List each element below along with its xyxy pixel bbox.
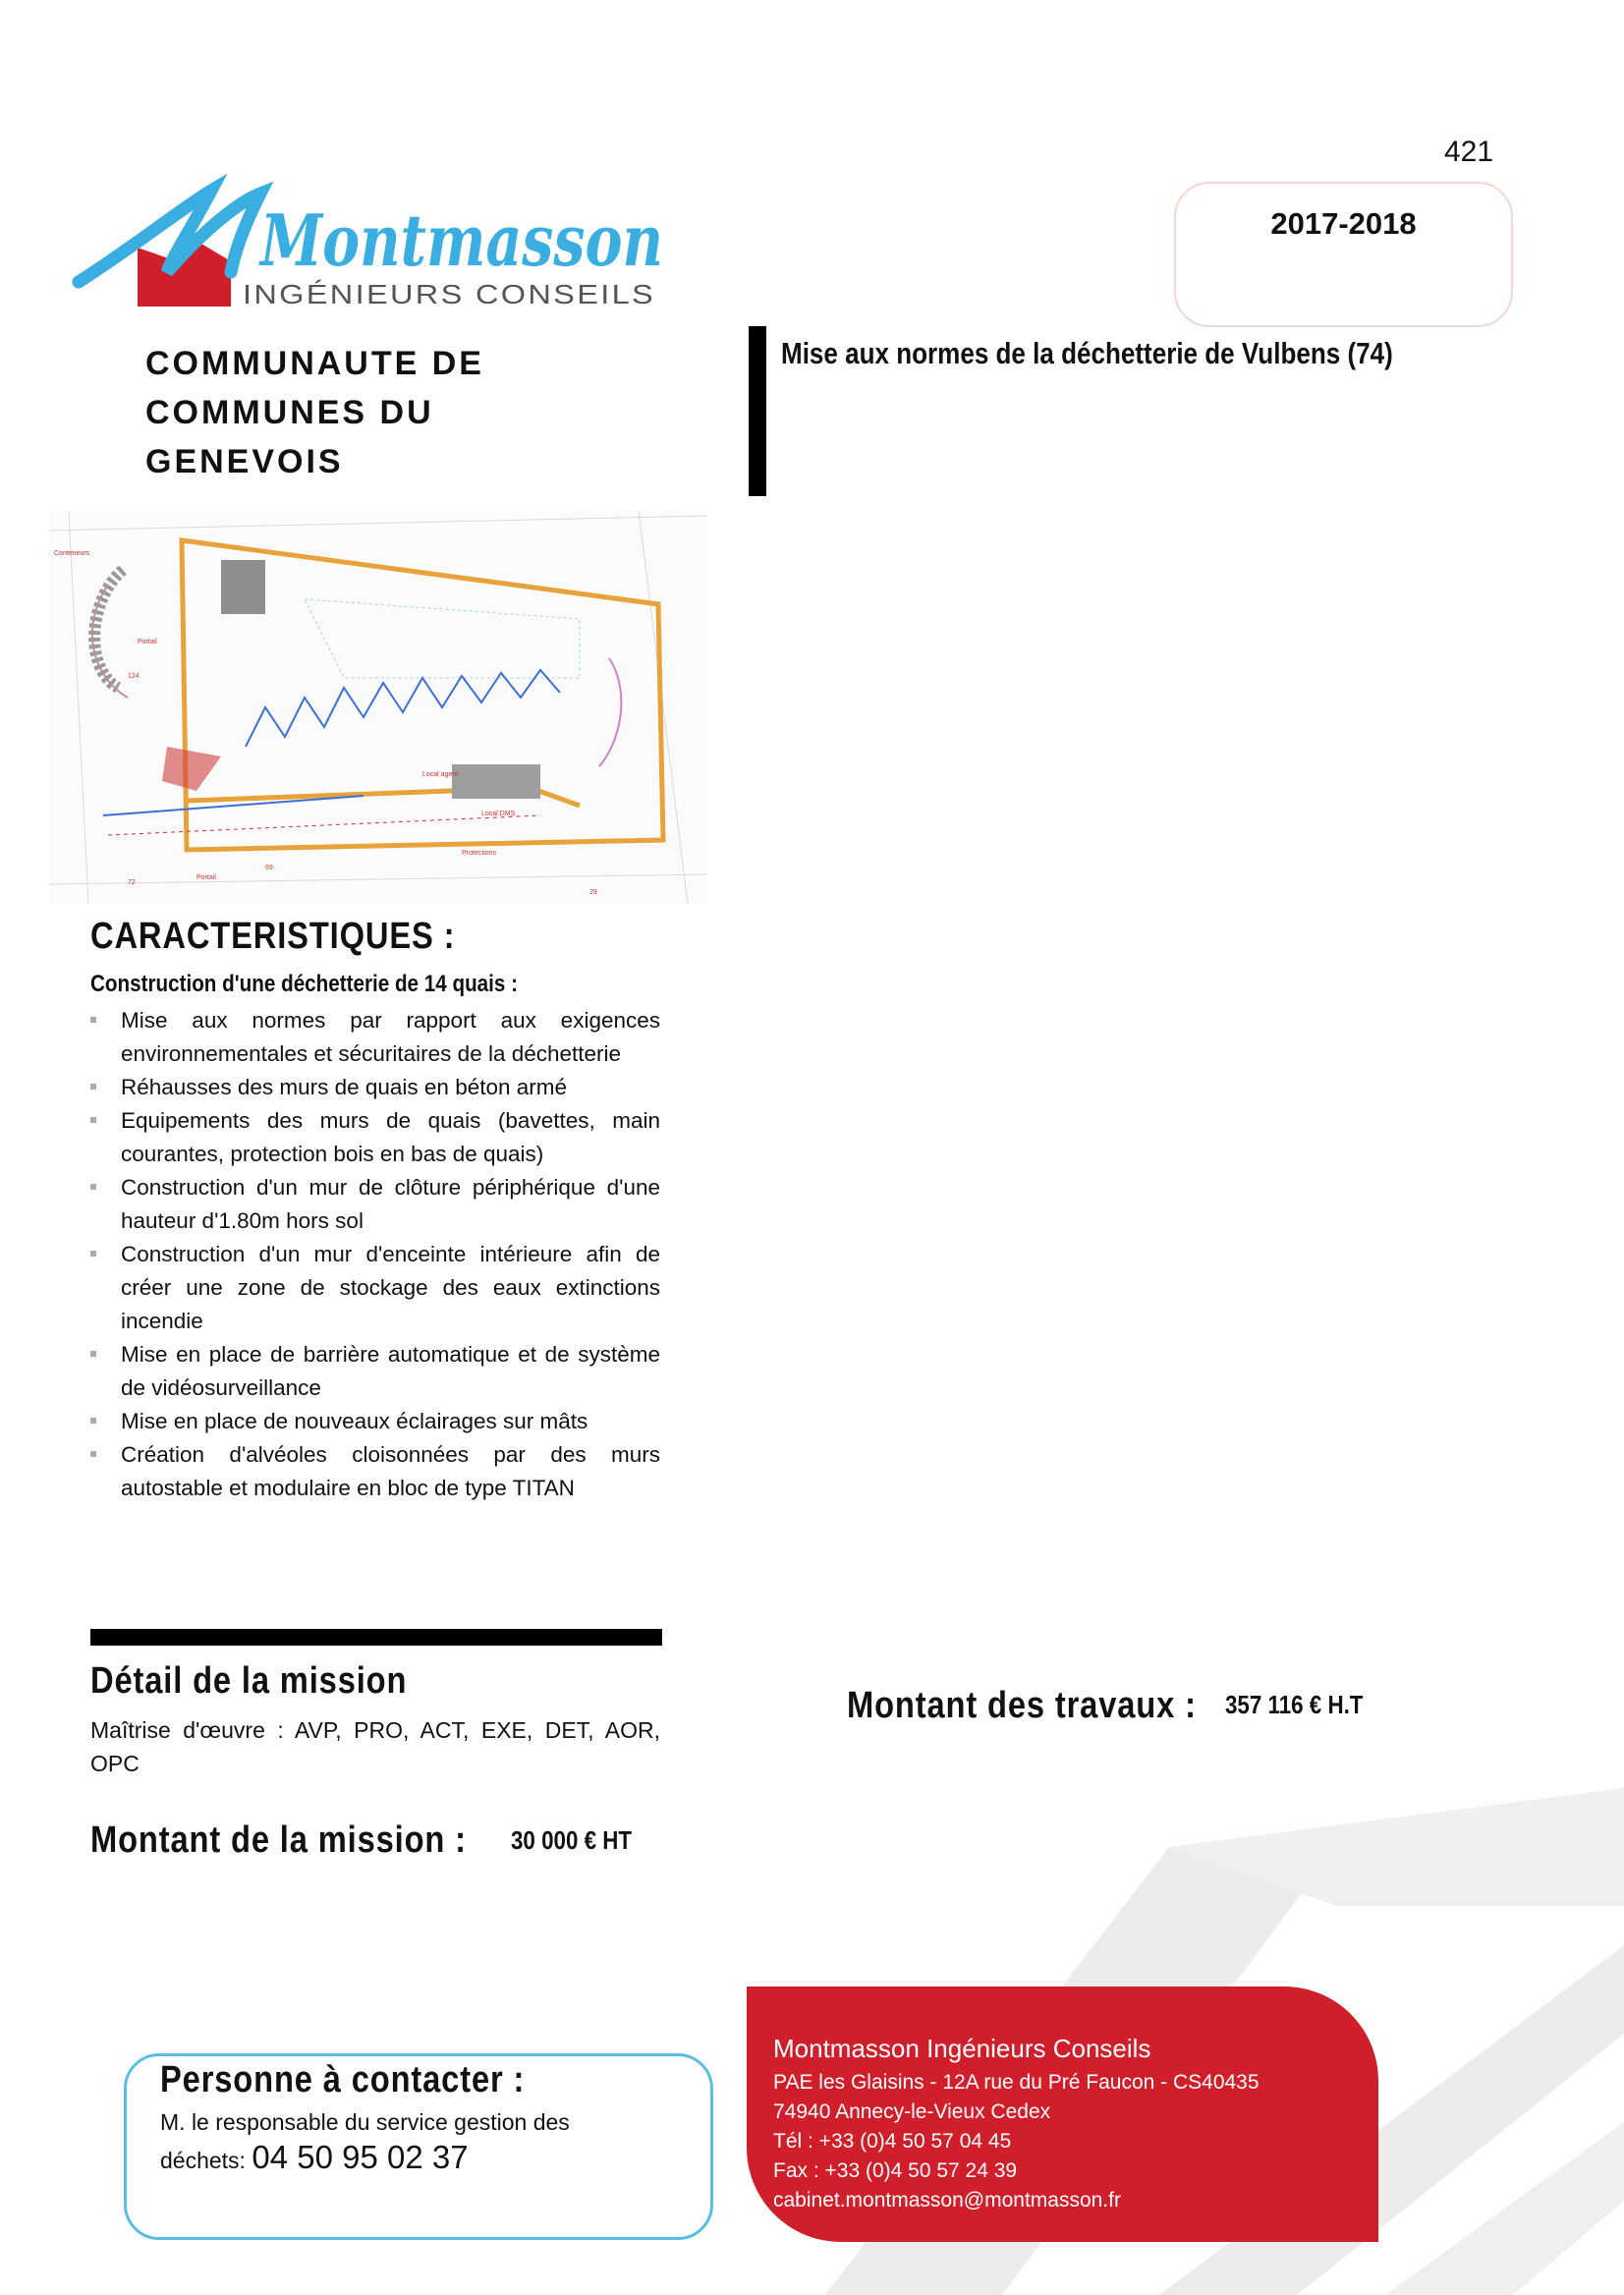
contact-line-prefix: déchets:: [160, 2148, 252, 2173]
mission-detail-heading: Détail de la mission: [90, 1660, 408, 1702]
contact-heading: Personne à contacter :: [160, 2059, 526, 2100]
svg-text:Portail: Portail: [196, 874, 216, 881]
svg-text:72: 72: [128, 879, 136, 886]
list-item: Mise en place de nouveaux éclairages sur mâts: [90, 1405, 660, 1438]
svg-text:69: 69: [265, 865, 273, 871]
svg-text:124: 124: [128, 673, 140, 680]
section-divider: [90, 1629, 662, 1646]
contact-phone: 04 50 95 02 37: [252, 2139, 469, 2175]
mission-amount-label: Montant de la mission :: [90, 1819, 467, 1861]
svg-text:29: 29: [589, 889, 597, 896]
characteristics-subtitle: Construction d'une déchetterie de 14 quais :: [90, 971, 518, 997]
works-amount-label: Montant des travaux :: [847, 1685, 1197, 1726]
company-fax: Fax : +33 (0)4 50 57 24 39: [773, 2159, 1018, 2182]
company-email: cabinet.montmasson@montmasson.fr: [773, 2189, 1121, 2211]
logo-script-text: Montmasson: [257, 198, 663, 282]
list-item: Mise aux normes par rapport aux exigences environnementales et sécuritaires de la déchetterie: [90, 1004, 660, 1071]
company-address: [773, 2068, 1260, 2215]
svg-text:Local agent: Local agent: [422, 771, 459, 778]
contact-line: M. le responsable du service gestion des: [160, 2109, 570, 2135]
svg-text:Portail: Portail: [138, 639, 157, 645]
address-line: PAE les Glaisins - 12A rue du Pré Faucon - CS40435: [773, 2071, 1260, 2094]
client-name: [145, 339, 484, 486]
mission-detail-text: Maîtrise d'œuvre : AVP, PRO, ACT, EXE, DET, AOR, OPC: [90, 1717, 660, 1776]
svg-text:Local DMS: Local DMS: [481, 811, 516, 817]
year-box: [1174, 182, 1513, 327]
works-amount-value: 357 116 € H.T: [1225, 1690, 1364, 1719]
montmasson-logo: [74, 179, 663, 311]
svg-text:Protections: Protections: [462, 850, 497, 857]
year-label: 2017-2018: [1270, 206, 1417, 241]
client-line: GENEVOIS: [145, 443, 344, 480]
client-line: COMMUNAUTE DE: [145, 345, 484, 382]
characteristics-list: [90, 1004, 660, 1505]
address-line: 74940 Annecy-le-Vieux Cedex: [773, 2100, 1051, 2123]
list-item: Mise en place de barrière automatique et de système de vidéosurveillance: [90, 1338, 660, 1405]
list-item: Equipements des murs de quais (bavettes, main courantes, protection bois en bas de quais): [90, 1104, 660, 1171]
list-item: Réhausses des murs de quais en béton armé: [90, 1071, 660, 1104]
page-number: 421: [1444, 136, 1494, 168]
characteristics-heading: CARACTERISTIQUES :: [90, 916, 456, 957]
site-plan-image: [49, 511, 707, 904]
company-phone: Tél : +33 (0)4 50 57 04 45: [773, 2130, 1012, 2153]
company-name: Montmasson Ingénieurs Conseils: [773, 2034, 1151, 2063]
mission-amount-value: 30 000 € HT: [511, 1825, 633, 1855]
list-item: Construction d'un mur de clôture périphérique d'une hauteur d'1.80m hors sol: [90, 1171, 660, 1238]
project-title: Mise aux normes de la déchetterie de Vulbens (74): [781, 336, 1393, 370]
contact-text: [160, 2104, 691, 2178]
logo-subtitle: INGÉNIEURS CONSEILS: [243, 279, 655, 309]
title-accent-bar: [749, 326, 766, 496]
list-item: Création d'alvéoles cloisonnées par des murs autostable et modulaire en bloc de type TITAN: [90, 1438, 660, 1505]
client-line: COMMUNES DU: [145, 394, 434, 431]
list-item: Construction d'un mur d'enceinte intérieure afin de créer une zone de stockage des eaux extinctions incendie: [90, 1238, 660, 1338]
svg-text:Conteneurs: Conteneurs: [54, 550, 90, 557]
